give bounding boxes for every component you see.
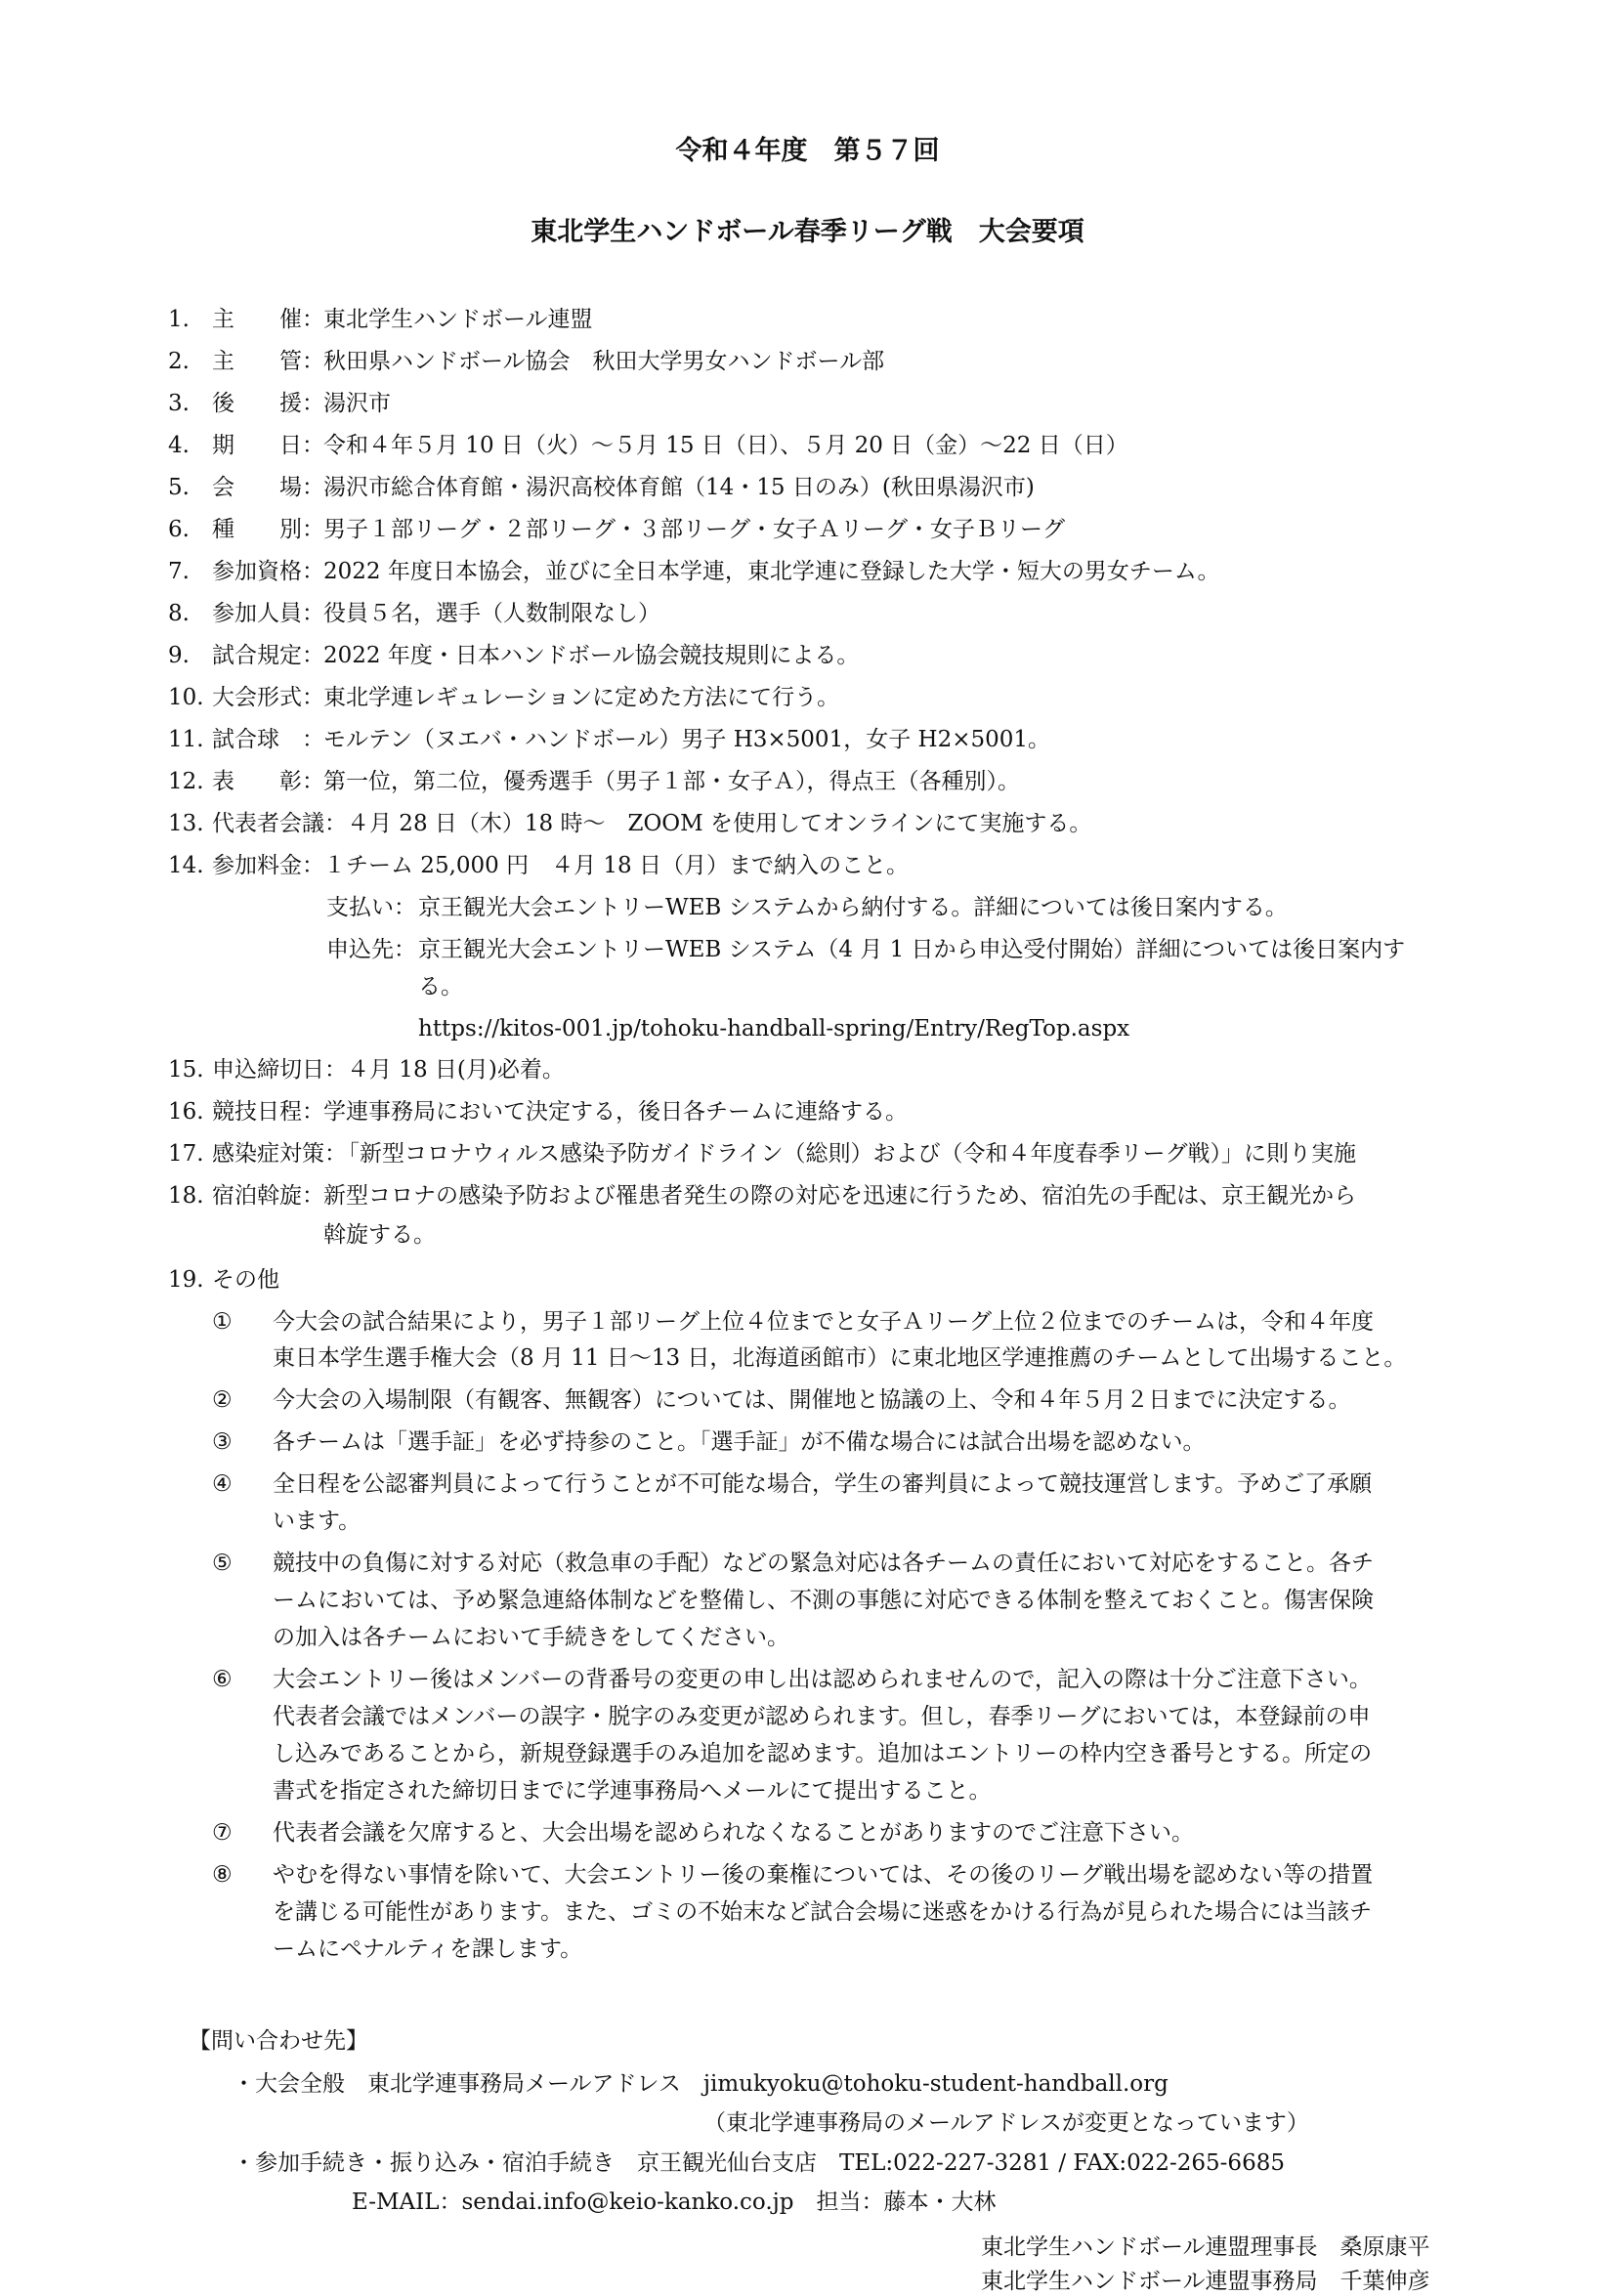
item-label: 大会形式： [212,685,324,710]
item-label: 申込締切日： [212,1057,347,1083]
item-number: 3. [168,391,190,416]
contact-travel: ・参加手続き・振り込み・宿泊手続き 京王観光仙台支店 TEL:022-227-3281 / FAX:022-265-6685 [233,2150,1285,2176]
item-number: 13. [168,811,204,836]
circled-number: ⑤ [212,1551,233,1576]
item-number: 14. [168,853,204,878]
item-number: 1. [168,307,190,332]
item-number: 19. [168,1267,204,1293]
item-number: 18. [168,1183,204,1209]
fee-sub-label: 申込先： [326,937,416,962]
item-number: 12. [168,769,204,794]
item-label: 参加人員： [212,601,324,626]
item-label: 表 彰： [212,769,324,794]
item-number: 7. [168,559,190,584]
item-text: ４月 28 日（木）18 時〜 ZOOM を使用してオンラインにて実施する。 [347,811,1092,836]
item-number: 11. [168,727,204,752]
circled-number: ② [212,1387,233,1413]
circled-number: ④ [212,1471,233,1497]
item-text: ４月 18 日(月)必着。 [347,1057,565,1083]
item-number: 9. [168,643,190,668]
item-label: 主 管： [212,349,324,374]
page-title: 東北学生ハンドボール春季リーグ戦 大会要項 [531,217,1084,247]
item-text: 令和４年５月 10 日（火）〜５月 15 日（日）、５月 20 日（金）〜22 日（日） [323,433,1128,458]
item-label: 後 援： [212,391,324,416]
item-number: 15. [168,1057,204,1083]
item-number: 8. [168,601,190,626]
contact-general-note: （東北学連事務局のメールアドレスが変更となっています） [703,2110,1309,2136]
fee-sub-label: 支払い： [326,895,416,920]
item-text: １チーム 25,000 円 ４月 18 日（月）まで納入のこと。 [323,853,909,878]
circled-number: ⑥ [212,1667,233,1692]
item-label: 参加料金： [212,853,324,878]
item-label: 競技日程： [212,1099,324,1125]
circled-number: ① [212,1309,233,1335]
item-text: 東北学生ハンドボール連盟 [323,307,593,332]
item-text: 東北学連レギュレーションに定めた方法にて行う。 [323,685,840,710]
item-label: 種 別： [212,517,324,542]
item-text: 湯沢市 [323,391,391,416]
item-label: 期 日： [212,433,324,458]
item-text: 「新型コロナウィルス感染予防ガイドライン（総則）および（令和４年度春季リーグ戦）」に則り実施 [337,1141,1357,1167]
item-text: 学連事務局において決定する，後日各チームに連絡する。 [323,1099,908,1125]
signature-chair: 東北学生ハンドボール連盟理事長 桑原康平 [981,2234,1430,2260]
item-label: 代表者会議： [212,811,347,836]
item-text: 湯沢市総合体育館・湯沢高校体育館（14・15 日のみ）(秋田県湯沢市) [323,475,1035,500]
item-number: 2. [168,349,190,374]
contact-heading: 【問い合わせ先】 [189,2028,368,2054]
item-number: 4. [168,433,190,458]
contact-email[interactable]: E-MAIL：sendai.info@keio-kanko.co.jp 担当：藤本・大林 [352,2190,997,2215]
circled-number: ⑧ [212,1862,233,1888]
title-year: 令和４年度 第５７回 [675,136,940,166]
item-label: 参加資格： [212,559,324,584]
item-label: 試合球 ： [212,727,324,752]
item-label: 感染症対策： [212,1141,347,1167]
item-text: 2022 年度・日本ハンドボール協会競技規則による。 [323,643,860,668]
item-text: 新型コロナの感染予防および罹患者発生の際の対応を迅速に行うため、宿泊先の手配は、京王観光から [323,1183,1357,1209]
circled-number: ⑦ [212,1820,233,1846]
item-label: 宿泊斡旋： [212,1183,324,1209]
item-text: 秋田県ハンドボール協会 秋田大学男女ハンドボール部 [323,349,885,374]
item-number: 17. [168,1141,204,1167]
item-number: 16. [168,1099,204,1125]
item-text: モルテン（ヌエバ・ハンドボール）男子 H3×5001，女子 H2×5001。 [323,727,1051,752]
circled-number: ③ [212,1429,233,1455]
item-label: その他 [212,1267,279,1293]
item-text: 2022 年度日本協会，並びに全日本学連，東北学連に登録した大学・短大の男女チーム。 [323,559,1220,584]
item-text: 第一位，第二位，優秀選手（男子１部・女子Ａ），得点王（各種別）。 [323,769,1020,794]
item-label: 試合規定： [212,643,324,668]
item-number: 6. [168,517,190,542]
item-text: 役員５名，選手（人数制限なし） [323,601,660,626]
contact-general: ・大会全般 東北学連事務局メールアドレス jimukyoku@tohoku-student-handball.org [233,2071,1169,2097]
item-number: 10. [168,685,204,710]
item-text: 男子１部リーグ・２部リーグ・３部リーグ・女子Ａリーグ・女子Ｂリーグ [323,517,1065,542]
item-label: 会 場： [212,475,324,500]
fee-sub-text: 京王観光大会エントリーWEB システム（4 月 1 日から申込受付開始）詳細については後日案内す [418,937,1406,962]
item-number: 5. [168,475,190,500]
document-page: 令和４年度 第５７回 東北学生ハンドボール春季リーグ戦 大会要項 1. 主 催： 東北学生ハンドボール連盟 2. 主 管： 秋田県ハンドボール協会 秋田大学男女ハンドボール部 3. 後 援： 湯沢市 4. 期 日： 令和４年５月 10 日（火）〜５月 15 日（日）、５月 20 日（金）〜22 日（日） 5. 会 場： 湯沢市総合体育館・湯沢高校体育館（14・15 日のみ）(秋田県湯沢市) 6. 種 別： 男子１部リーグ・２部リーグ・３部リーグ・女子Ａリーグ・女子Ｂリーグ 7. 参加資格： 2022 年度日本協会，並びに全日本学連，東北学連に登録した大学・短大の男女チーム。 8. 参加人員： 役員５名，選手（人数制限なし） 9. 試合規定： 2022 年度・日本ハンドボール協会競技規則による。 10. 大会形式： 東北学連レギュレーションに定めた方法にて行う。 11. 試合球 ： モルテン（ヌエバ・ハンドボール）男子 H3×5001，女子 H2×5001。 12. 表 彰： 第一位，第二位，優秀選手（男子１部・女子Ａ），得点王（各種別）。 13. 代表者会議： ４月 28 日（木）18 時〜 ZOOM を使用してオンラインにて実施する。 14. 参加料金： １チーム 25,000 円 ４月 18 日（月）まで納入のこと。 支払い： 京王観光大会エントリーWEB システムから納付する。詳細については後日案内する。 申込先： 京王観光大会エントリーWEB システム（4 月 1 日から申込受付開始）詳細については後日案内す る。 https://kitos-001.jp/tohoku-handball-spring/Entry/RegTop.aspx 15. 申込締切日： ４月 18 日(月)必着。 16. 競技日程： 学連事務局において決定する，後日各チームに連絡する。 17. 感染症対策： 「新型コロナウィルス感染予防ガイドライン（総則）および（令和４年度春季リーグ戦）」に則り実施 18. 宿泊斡旋： 新型コロナの感染予防および罹患者発生の際の対応を迅速に行うため、宿泊先の手配は、京王観光から 斡旋する。 19. その他 ① 今大会の試合結果により，男子１部リーグ上位４位までと女子Ａリーグ上位２位までのチームは，令和４年度 東日本学生選手権大会（8 月 11 日〜13 日，北海道函館市）に東北地区学連推薦のチームとして出場すること。 ② 今大会の入場制限（有観客、無観客）については、開催地と協議の上、令和４年５月２日までに決定する。 ③ 各チームは「選手証」を必ず持参のこと。「選手証」が不備な場合には試合出場を認めない。 ④ 全日程を公認審判員によって行うことが不可能な場合，学生の審判員によって競技運営します。予めご了承願 います。 ⑤ 競技中の負傷に対する対応（救急車の手配）などの緊急対応は各チームの責任において対応をすること。各チ ームにおいては、予め緊急連絡体制などを整備し、不測の事態に対応できる体制を整えておくこと。傷害保険 の加入は各チームにおいて手続きをしてください。 ⑥ 大会エントリー後はメンバーの背番号の変更の申し出は認められませんので，記入の際は十分ご注意下さい。 代表者会議ではメンバーの誤字・脱字のみ変更が認められます。但し，春季リーグにおいては，本登録前の申 し込みであることから，新規登録選手のみ追加を認めます。追加はエントリーの枠内空き番号とする。所定の 書式を指定された締切日までに学連事務局へメールにて提出すること。 ⑦ 代表者会議を欠席すると、大会出場を認められなくなることがありますのでご注意下さい。 ⑧ やむを得ない事情を除いて、大会エントリー後の棄権については、その後のリーグ戦出場を認めない等の措置 を講じる可能性があります。また、ゴミの不始末など試合会場に迷惑をかける行為が見られた場合には当該チ ームにペナルティを課します。 【問い合わせ先】 ・大会全般 東北学連事務局メールアドレス jimukyoku@tohoku-student-handball.org （東北学連事務局のメールアドレスが変更となっています） ・参加手続き・振り込み・宿泊手続き 京王観光仙台支店 TEL:022-227-3281 / FAX:022-265-6685 E-MAIL：sendai.info@keio-kanko.co.jp 担当：藤本・大林 東北学生ハンドボール連盟理事長 桑原康平 東北学生ハンドボール連盟事務局 千葉伸彦 [0,0,1615,2285]
signature-office: 東北学生ハンドボール連盟事務局 千葉伸彦 [981,2269,1430,2294]
item-label: 主 催： [212,307,324,332]
fee-sub-text: 京王観光大会エントリーWEB システムから納付する。詳細については後日案内する。 [418,895,1288,920]
